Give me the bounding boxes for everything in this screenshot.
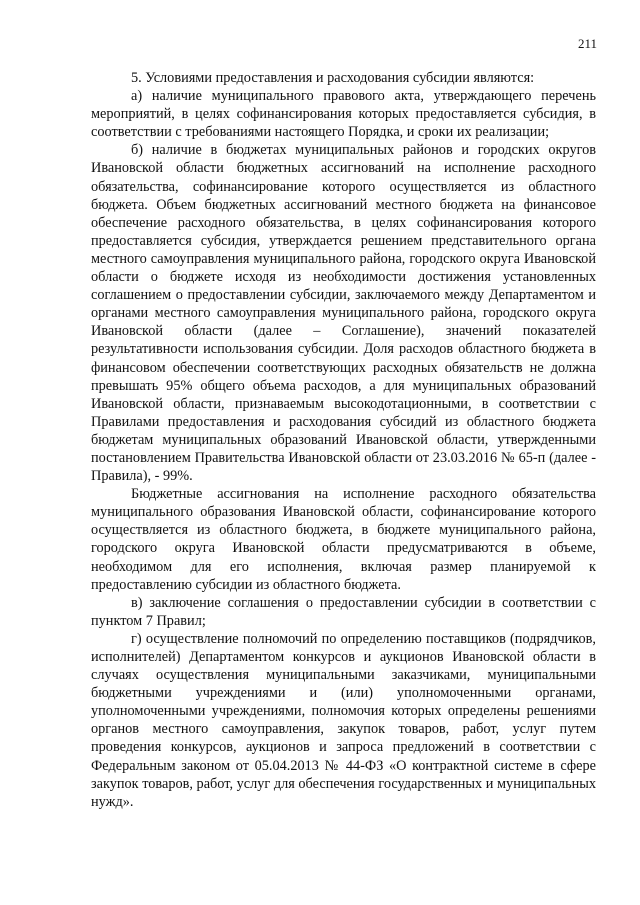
paragraph-budget-allocations: Бюджетные ассигнования на исполнение расходного обязательства муниципального образования Ивановской области, софинансирование которого осуществляется из областного бюджета, в бюджете муниципального района, городского округа Ивановской области предусматриваются в объеме, необходимом для его исполнения, включая размер планируемой к предоставлению субсидии из областного бюджета. bbox=[91, 486, 596, 593]
paragraph-condition-b: б) наличие в бюджетах муниципальных районов и городских округов Ивановской области бюджетных ассигнований на исполнение расходного обязательства, софинансирование которого осуществляется из областного бюджета. Объем бюджетных ассигнований местного бюджета на финансовое обеспечение расходного обязательства, в целях софинансирования которого предоставляется субсидия, утверждается решением представительного органа местного самоуправления муниципального района, городского округа Ивановской области о бюджете исходя из необходимости достижения установленных соглашением о предоставлении субсидии, заключаемого между Департаментом и органами местного самоуправления муниципального района, городского округа Ивановской области (далее – Соглашение), значений показателей результативности использования субсидии. Доля расходов областного бюджета в финансовом обеспечении соответствующих расходных обязательств не должна превышать 95% общего объема расходов, а для муниципальных образований Ивановской области, признаваемым высокодотационными, в соответствии с Правилами предоставления и расходования субсидий из областного бюджета бюджетам муниципальных образований Ивановской области, утвержденными постановлением Правительства Ивановской области от 23.03.2016 № 65-п (далее - Правила), - 99%. bbox=[91, 142, 596, 485]
paragraph-condition-v: в) заключение соглашения о предоставлении субсидии в соответствии с пунктом 7 Правил; bbox=[91, 594, 596, 629]
paragraph-conditions-intro: 5. Условиями предоставления и расходования субсидии являются: bbox=[131, 70, 535, 86]
document-body bbox=[91, 69, 596, 811]
paragraph-condition-a: а) наличие муниципального правового акта, утверждающего перечень мероприятий, в целях софинансирования которых предоставляется субсидия, в соответствии с требованиями настоящего Порядка, и сроки их реализации; bbox=[91, 88, 596, 141]
paragraph-condition-g: г) осуществление полномочий по определению поставщиков (подрядчиков, исполнителей) Департаментом конкурсов и аукционов Ивановской области в случаях осуществления муниципальными заказчиками, муниципальными бюджетными учреждениями и (или) уполномоченными органами, уполномоченными учреждениями, полномочия которых определены решениями органов местного самоуправления, закупок товаров, работ, услуг путем проведения конкурсов, аукционов и запроса предложений в соответствии с Федеральным законом от 05.04.2013 № 44-ФЗ «О контрактной системе в сфере закупок товаров, работ, услуг для обеспечения государственных и муниципальных нужд». bbox=[91, 630, 596, 810]
page-number: 211 bbox=[577, 36, 597, 51]
